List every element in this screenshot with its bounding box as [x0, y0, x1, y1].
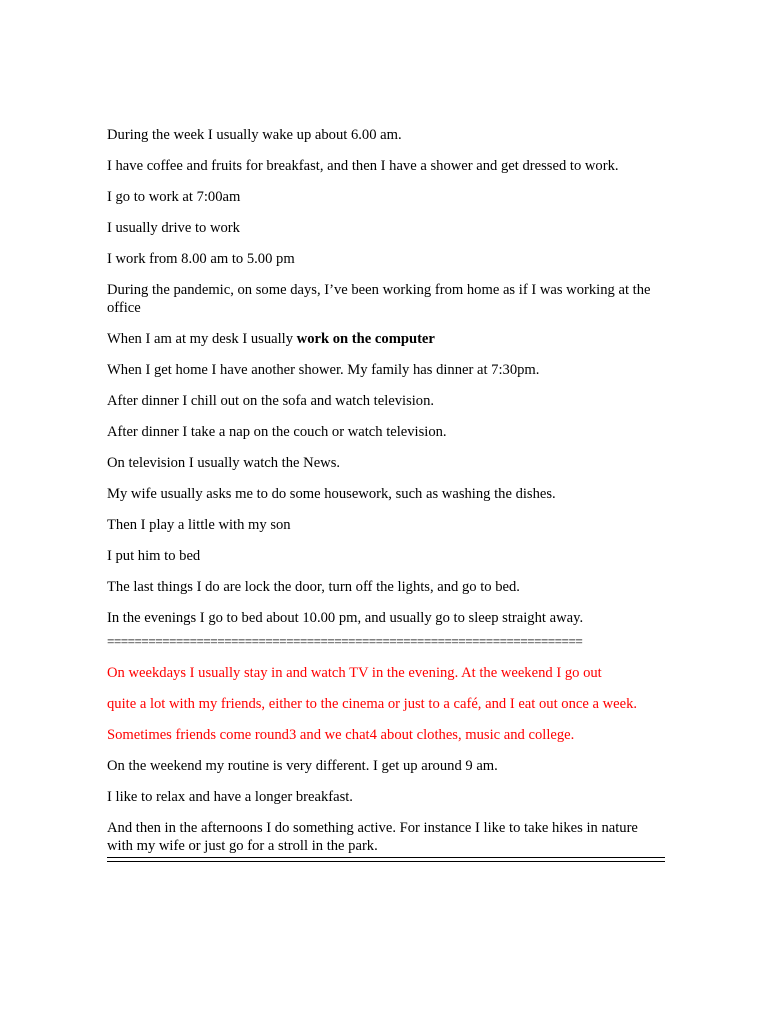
desk-bold-text: work on the computer	[296, 330, 435, 347]
paragraph-drive: I usually drive to work	[107, 219, 240, 236]
paragraph-relax: I like to relax and have a longer breakfast.	[107, 788, 353, 805]
double-rule-divider	[107, 857, 665, 862]
paragraph-go-to-work: I go to work at 7:00am	[107, 188, 241, 205]
paragraph-chill-out: After dinner I chill out on the sofa and watch television.	[107, 392, 435, 409]
paragraph-afternoons: And then in the afternoons I do something active. For instance I like to take hikes in nature with my wife or just go for a stroll in the park.	[107, 819, 638, 854]
paragraph-work-hours: I work from 8.00 am to 5.00 pm	[107, 250, 295, 267]
paragraph-play-son: Then I play a little with my son	[107, 516, 291, 533]
paragraph-housework: My wife usually asks me to do some housework, such as washing the dishes.	[107, 485, 556, 502]
paragraph-news: On television I usually watch the News.	[107, 454, 341, 471]
paragraph-breakfast: I have coffee and fruits for breakfast, and then I have a shower and get dressed to work.	[107, 157, 619, 174]
paragraph-get-home: When I get home I have another shower. My family has dinner at 7:30pm.	[107, 361, 540, 378]
separator-line: =====================================================================	[107, 634, 583, 649]
paragraph-wake-up: During the week I usually wake up about 6.00 am.	[107, 126, 402, 143]
paragraph-last-things: The last things I do are lock the door, turn off the lights, and go to bed.	[107, 578, 520, 595]
red-paragraph-friends: quite a lot with my friends, either to the cinema or just to a café, and I eat out once a week.	[107, 695, 638, 712]
document-page	[107, 119, 665, 862]
paragraph-desk	[107, 323, 665, 354]
red-paragraph-weekdays: On weekdays I usually stay in and watch TV in the evening. At the weekend I go out	[107, 664, 602, 681]
paragraph-nap: After dinner I take a nap on the couch or watch television.	[107, 423, 447, 440]
paragraph-bed-son: I put him to bed	[107, 547, 201, 564]
paragraph-weekend: On the weekend my routine is very different. I get up around 9 am.	[107, 757, 498, 774]
paragraph-pandemic: During the pandemic, on some days, I’ve been working from home as if I was working at the office	[107, 281, 651, 316]
paragraph-evenings: In the evenings I go to bed about 10.00 pm, and usually go to sleep straight away.	[107, 609, 584, 626]
red-paragraph-chat: Sometimes friends come round3 and we chat4 about clothes, music and college.	[107, 726, 575, 743]
desk-text: When I am at my desk I usually	[107, 330, 297, 347]
